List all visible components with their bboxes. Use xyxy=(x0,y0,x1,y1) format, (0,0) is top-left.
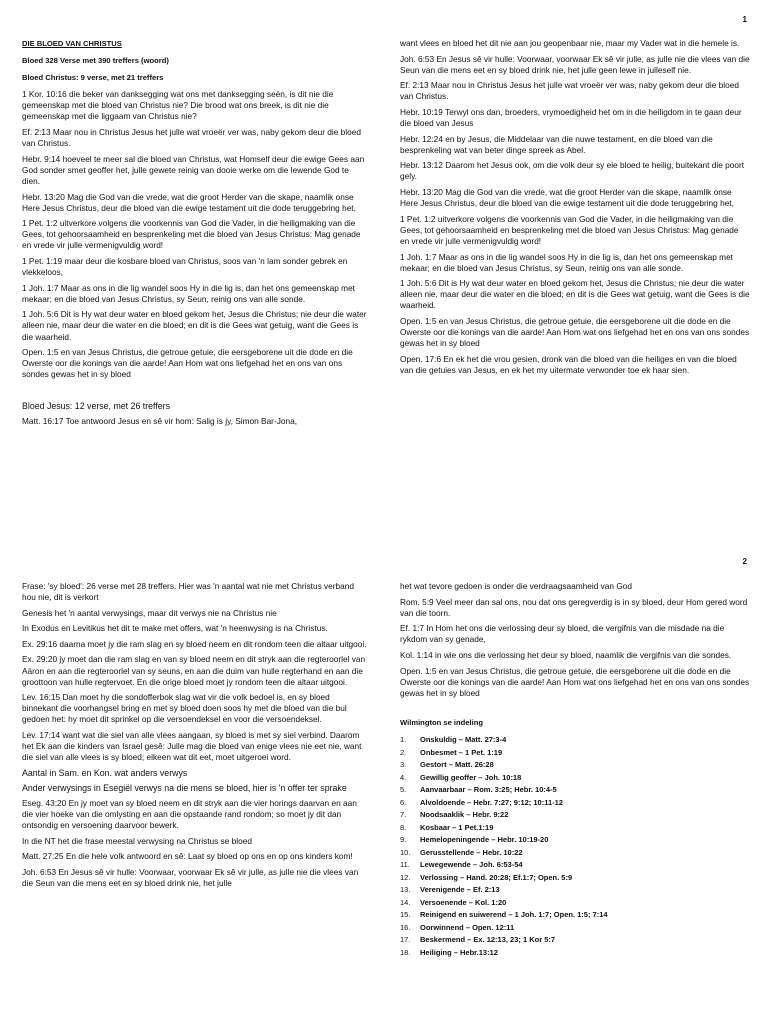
verse-paragraph: Lev. 16:15 Dan moet hy die sondofferbok slag wat vir die volk bedoel is, en sy bloed binnekant die voorhangsel bring en met sy bloed doen soos hy met die bloed van die bul gedoen het: hy moet dit sprinkel op die versoendeksel en voor die versoendeksel. xyxy=(22,692,347,725)
left-column xyxy=(22,581,367,894)
right-column xyxy=(400,581,750,959)
verse-paragraph: Joh. 6:53 En Jesus sê vir hulle: Voorwaar, voorwaar Ek sê vir julle, as julle nie die vlees van die Seun van die mens eet en sy bloed drink nie, het julle geen lewe in julleself nie. xyxy=(400,53,750,75)
note-paragraph: Ander verwysings in Esegiël verwys na die mens se bloed, hier is 'n offer ter sprake xyxy=(22,782,347,793)
note-paragraph: Aantal in Sam. en Kon. wat anders verwys xyxy=(22,767,188,778)
stat-line: Bloed Christus: 9 verse, met 21 treffers xyxy=(22,73,164,83)
page-number: 2 xyxy=(742,557,747,566)
verse-paragraph: 1 Joh. 5:6 Dit is Hy wat deur water en bloed gekom het, Jesus die Christus; nie deur die water alleen nie, maar deur die water en die bloed; en dit is die Gees wat getuig, want die Gees is die waarheid. xyxy=(400,278,750,311)
list-item: 17. Beskermend – Ex. 12:13, 23; 1 Kor 5:7 xyxy=(400,935,556,945)
verse-paragraph: Ef. 1:7 In Hom het ons die verlossing deur sy bloed, die vergifnis van die misdade na die rykdom van sy genade, xyxy=(400,623,725,645)
list-item: 8. Kosbaar – 1 Pet.1:19 xyxy=(400,822,494,832)
document-page-2 xyxy=(0,548,768,1024)
verse-paragraph: 1 Pet. 1:19 maar deur die kosbare bloed van Christus, soos van 'n lam sonder gebrek en vlekkeloos, xyxy=(22,256,348,278)
list-item: 6. Alvoldoende – Hebr. 7:27; 9:12; 10:11-12 xyxy=(400,797,563,807)
note-paragraph: In die NT het die frase meestal verwysing na Christus se bloed xyxy=(22,835,252,846)
verse-paragraph: Hebr. 12:24 en by Jesus, die Middelaar van die nuwe testament, en die bloed van die besprenkeling wat van beter dinge spreek as Abel. xyxy=(400,133,713,155)
page-number: 1 xyxy=(742,15,747,24)
verse-paragraph: 1 Joh. 1:7 Maar as ons in die lig wandel soos Hy in die lig is, dan het ons gemeenskap met mekaar; en die bloed van Jesus Christus, sy Seun, reinig ons van alle sonde. xyxy=(22,282,355,304)
list-item: 4. Gewillig geoffer – Joh. 10:18 xyxy=(400,772,522,782)
list-item: 9. Hemelopeningende – Hebr. 10:19-20 xyxy=(400,835,549,845)
verse-paragraph: 1 Pet. 1:2 uitverkore volgens die voorkennis van God die Vader, in die heiligmaking van die Gees, tot gehoorsaamheid en besprenkeling met die bloed van Jesus Christus: Mag genade en vrede vir julle vermenigvuldig word! xyxy=(22,218,361,251)
list-item: 10. Gerusstellende – Hebr. 10:22 xyxy=(400,847,523,857)
verse-paragraph: want vlees en bloed het dit nie aan jou geopenbaar nie, maar my Vader wat in die hemele is. xyxy=(400,38,740,48)
note-paragraph: In Exodus en Levitikus het dit te make met offers, wat 'n heenwysing is na Christus. xyxy=(22,623,328,634)
section-intro: Frase: 'sy bloed': 26 verse met 28 treffers. Hier was 'n aantal wat nie met Christus verband hou nie, dit is verkort xyxy=(22,581,355,603)
verse-paragraph: Matt. 16:17 Toe antwoord Jesus en sê vir hom: Salig is jy, Simon Bar-Jona, xyxy=(22,416,298,427)
verse-paragraph: Lev. 17:14 want wat die siel van alle vlees aangaan, sy bloed is met sy siel verbind. Daarom het Ek aan die kinders van Israel gesê: Julle mag die bloed van enige vlees nie eet nie, want die siel van alle vlees is sy bloed; elkeen wat dit eet, moet uitgeroei word. xyxy=(22,730,362,763)
verse-paragraph: Matt. 27:25 En die hele volk antwoord en sê: Laat sy bloed op ons en op ons kinders kom! xyxy=(22,851,353,862)
verse-paragraph: 1 Joh. 5:6 Dit is Hy wat deur water en bloed gekom het, Jesus die Christus; nie deur die water alleen nie, maar deur die water en die bloed; en dit is die Gees wat getuig, want die Gees is die waarheid. xyxy=(22,309,367,342)
list-heading: Wilmington se indeling xyxy=(400,718,484,728)
left-column xyxy=(22,38,367,432)
note-paragraph: Genesis het 'n aantal verwysings, maar dit verwys nie na Christus nie xyxy=(22,607,277,618)
verse-paragraph: Open. 17:6 En ek het die vrou gesien, dronk van die bloed van die heiliges en van die bloed van die getuies van Jesus, en ek het my uitermate verwonder toe ek haar sien. xyxy=(400,353,737,375)
verse-paragraph: Hebr. 13:20 Mag die God van die vrede, wat die groot Herder van die skape, naamlik onse Here Jesus Christus, deur die bloed van die ewige testament uit die dode teruggebring het, xyxy=(400,187,734,209)
verse-paragraph: Joh. 6:53 En Jesus sê vir hulle: Voorwaar, voorwaar Ek sê vir julle, as julle nie die vlees van die Seun van die mens eet en sy bloed drink nie, het julle xyxy=(22,866,359,889)
list-item: 15. Reinigend en suiwerend – 1 Joh. 1:7; Open. 1:5; 7:14 xyxy=(400,910,608,920)
verse-paragraph: Ex. 29:16 daarna moet jy die ram slag en sy bloed neem en dit rondom teen die altaar uitgooi. xyxy=(22,638,367,649)
verse-paragraph: Open. 1:5 en van Jesus Christus, die getroue getuie, die eersgeborene uit die dode en die Owerste oor die konings van die aarde! Aan Hom wat ons liefgehad het en ons van ons sondes gewas het in sy bloed xyxy=(400,315,750,349)
list-item: 2. Onbesmet – 1 Pet. 1:19 xyxy=(400,747,503,757)
verse-paragraph: Rom. 5:9 Veel meer dan sal ons, nou dat ons geregverdig is in sy bloed, deur Hom gered word van die toorn. xyxy=(400,596,748,618)
verse-paragraph: Ex. 29:20 jy moet dan die ram slag en van sy bloed neem en dit stryk aan die regteroorlel van Aäron en aan die regteroorlel van sy seuns, en aan die duim van hulle regterhand en aan die groottoon van hulle regtervoet. En die orige bloed moet jy rondom teen die altaar uitgooi. xyxy=(22,654,366,687)
verse-paragraph: 1 Joh. 1:7 Maar as ons in die lig wandel soos Hy in die lig is, dan het ons gemeenskap met mekaar; en die bloed van Jesus Christus, sy Seun, reinig ons van alle sonde. xyxy=(400,251,733,273)
list-item: 1. Onskuldig – Matt. 27:3-4 xyxy=(400,735,507,745)
list-item: 18. Heiliging – Hebr.13:12 xyxy=(400,947,498,957)
list-item: 7. Noodsaaklik – Hebr. 9:22 xyxy=(400,810,509,820)
verse-paragraph: Ef. 2:13 Maar nou in Christus Jesus het julle wat vroeër ver was, naby gekom deur die bloed van Christus. xyxy=(400,80,739,102)
list-item: 16. Oorwinnend – Open. 12:11 xyxy=(400,922,515,932)
wilmington-list xyxy=(400,734,750,959)
verse-paragraph: Ef. 2:13 Maar nou in Christus Jesus het julle wat vroeër ver was, naby gekom deur die bloed van Christus. xyxy=(22,127,361,149)
document-title: DIE BLOED VAN CHRISTUS xyxy=(22,39,122,48)
verse-paragraph: Hebr. 9:14 hoeveel te meer sal die bloed van Christus, wat Homself deur die ewige Gees aan God sonder smet geoffer het, julle gewete reinig van dooie werke om die lewende God te dien. xyxy=(22,153,365,186)
verse-paragraph: Hebr. 13:20 Mag die God van die vrede, wat die groot Herder van die skape, naamlik onse Here Jesus Christus, deur die bloed van die ewige testament uit die dode teruggebring het, xyxy=(22,191,356,213)
verse-paragraph: Hebr. 10:19 Terwyl ons dan, broeders, vrymoedigheid het om in die heiligdom in te gaan deur die bloed van Jesus xyxy=(400,106,742,129)
verse-paragraph: Kol. 1:14 in wie ons die verlossing het deur sy bloed, naamlik die vergifnis van die sondes. xyxy=(400,649,732,660)
verse-paragraph: Open. 1:5 en van Jesus Christus, die getroue getuie, die eersgeborene uit die dode en die Owerste oor die konings van die aarde! Aan Hom wat ons liefgehad het en ons van ons sondes gewas het in sy bloed xyxy=(400,665,750,698)
list-item: 11. Lewegewende – Joh. 6:53-54 xyxy=(400,860,523,870)
list-item: 5. Aanvaarbaar – Rom. 3:25; Hebr. 10:4-5 xyxy=(400,785,557,795)
list-item: 13. Verenigende – Ef. 2:13 xyxy=(400,885,500,895)
list-item: 3. Gestort – Matt. 26:28 xyxy=(400,760,494,770)
right-column xyxy=(400,38,750,380)
verse-paragraph: Open. 1:5 en van Jesus Christus, die getroue getuie, die eersgeborene uit die dode en die Owerste oor die konings van die aarde! Aan Hom wat ons liefgehad het en ons van ons sondes gewas het in sy bloed xyxy=(22,347,353,380)
list-item: 14. Versoenende – Kol. 1:20 xyxy=(400,897,507,907)
verse-paragraph: het wat tevore gedoen is onder die verdraagsaamheid van God xyxy=(400,581,633,591)
verse-paragraph: 1 Pet. 1:2 uitverkore volgens die voorkennis van God die Vader, in die heiligmaking van die Gees, tot gehoorsaamheid en besprenkeling met die bloed van Jesus Christus: Mag genade en vrede vir julle vermenigvuldig word! xyxy=(400,213,739,246)
verse-paragraph: 1 Kor. 10:16 die beker van danksegging wat ons met danksegging seën, is dit nie die gemeenskap met die bloed van Christus nie? Die brood wat ons breek, is dit nie die gemeenskap met die liggaam van Christus nie? xyxy=(22,89,334,122)
section-heading: Bloed Jesus: 12 verse, met 26 treffers xyxy=(22,400,170,411)
list-item: 12. Verlossing – Hand. 20:28; Ef.1:7; Open. 5:9 xyxy=(400,872,573,882)
verse-paragraph: Eseg. 43:20 En jy moet van sy bloed neem en dit stryk aan die vier horings daarvan en aan die vier hoeke van die omlysting en aan die opstaande rand rondom; so moet jy dit dan ontsondig en versoening daarvoor bewerk. xyxy=(22,798,357,831)
stat-line: Bloed 328 Verse met 390 treffers (woord) xyxy=(22,56,169,66)
verse-paragraph: Hebr. 13:12 Daarom het Jesus ook, om die volk deur sy eie bloed te heilig, buitekant die poort gely. xyxy=(400,160,745,182)
